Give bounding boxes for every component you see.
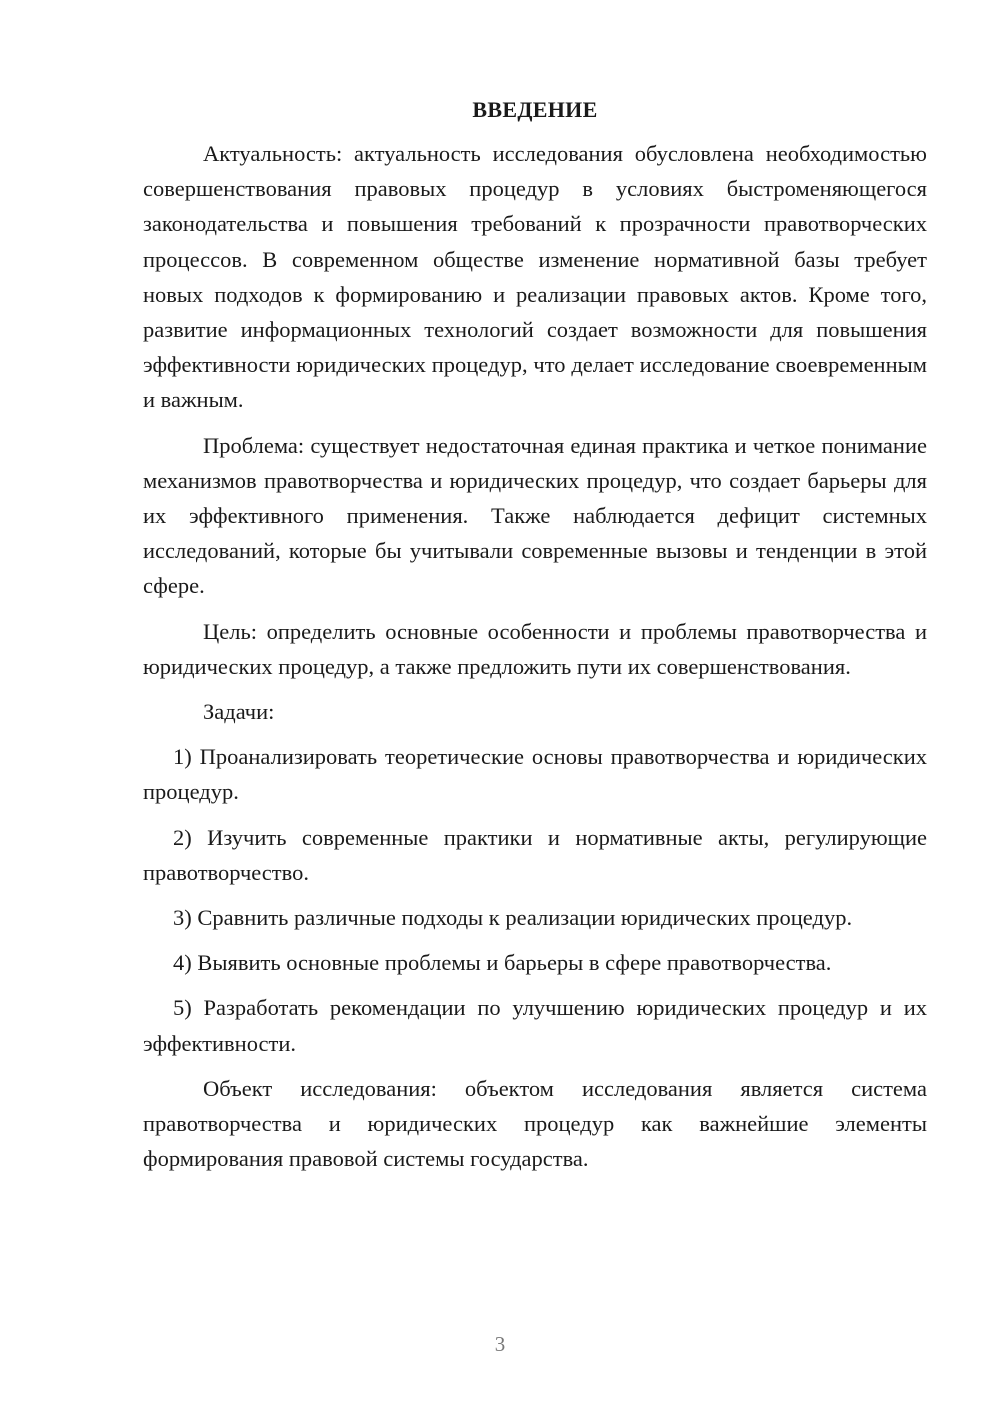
task-item-2: 2) Изучить современные практики и нормативные акты, регулирующие правотворчество. — [143, 824, 927, 885]
task-item-4: 4) Выявить основные проблемы и барьеры в сфере правотворчества. — [173, 950, 832, 976]
task-item-3: 3) Сравнить различные подходы к реализации юридических процедур. — [173, 905, 853, 931]
page-body — [143, 92, 927, 1186]
object-paragraph: Объект исследования: объектом исследования является система правотворчества и юридических процедур как важнейшие элементы формирования правовой системы государства. — [143, 1075, 927, 1172]
tasks-label: Задачи: — [203, 699, 275, 725]
task-item-1: 1) Проанализировать теоретические основы правотворчества и юридических процедур. — [143, 744, 927, 805]
goal-paragraph: Цель: определить основные особенности и проблемы правотворчества и юридических процедур, а также предложить пути их совершенствования. — [143, 618, 927, 679]
section-heading: ВВЕДЕНИЕ — [472, 97, 598, 122]
problem-paragraph: Проблема: существует недостаточная единая практика и четкое понимание механизмов правотворчества и юридических процедур, что создает барьеры для их эффективного применения. Также наблюдается дефицит системных исследований, которые бы учитывали современные вызовы и тенденции в этой сфере. — [143, 432, 927, 599]
page-number: 3 — [494, 1332, 506, 1356]
task-item-5: 5) Разработать рекомендации по улучшению юридических процедур и их эффективности. — [143, 995, 927, 1056]
relevance-paragraph: Актуальность: актуальность исследования обусловлена необходимостью совершенствования правовых процедур в условиях быстроменяющегося законодательства и повышения требований к прозрачности правотворческих процессов. В современном обществе изменение нормативной базы требует новых подходов к формированию и реализации правовых актов. Кроме того, развитие информационных технологий создает возможности для повышения эффективности юридических процедур, что делает исследование своевременным и важным. — [143, 141, 927, 413]
